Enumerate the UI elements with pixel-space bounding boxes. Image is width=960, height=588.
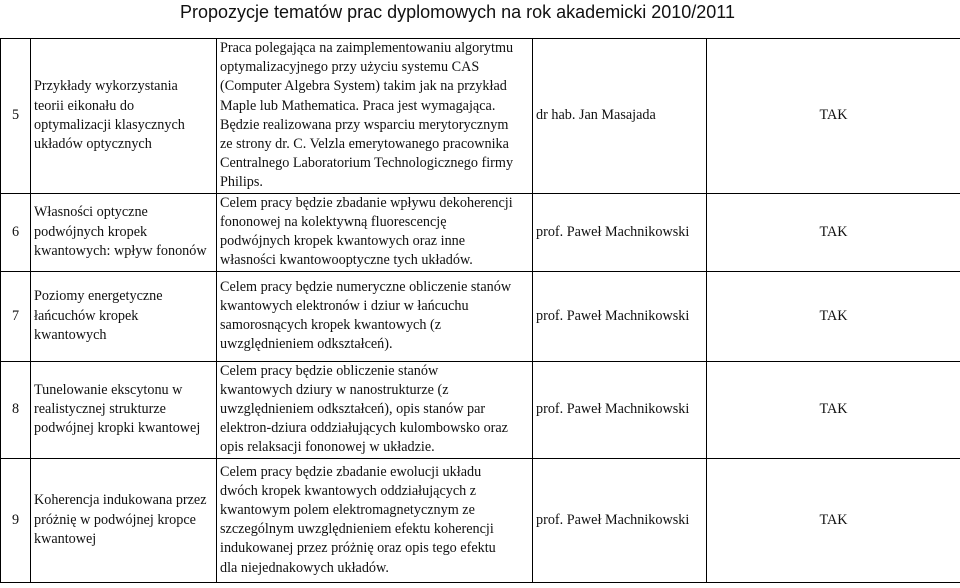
description-cell <box>217 39 533 194</box>
description-line: kwantowym polem elektromagnetycznym ze <box>220 501 475 518</box>
table-row <box>1 39 960 194</box>
topic-line: układów optycznych <box>34 136 152 153</box>
supervisor-cell: prof. Paweł Machnikowski <box>533 271 707 361</box>
status-cell: TAK <box>707 361 960 458</box>
topics-table <box>0 38 960 583</box>
status-cell: TAK <box>707 193 960 271</box>
topic-line: kwantowej <box>34 530 97 547</box>
row-number: 7 <box>1 271 31 361</box>
description-line: Celem pracy będzie numeryczne obliczenie stanów <box>220 278 512 295</box>
page-title: Propozycje tematów prac dyplomowych na rok akademicki 2010/2011 <box>180 2 735 22</box>
description-line: dwóch kropek kwantowych oddziałujących z <box>220 482 477 499</box>
row-number: 8 <box>1 361 31 458</box>
description-line: Będzie realizowana przy wsparciu merytorycznym <box>220 116 509 133</box>
description-line: Centralnego Laboratorium Technologicznego firmy <box>220 155 514 172</box>
topic-cell <box>31 271 217 361</box>
description-line: opis relaksacji fononowej w układzie. <box>220 439 435 456</box>
status-cell: TAK <box>707 458 960 582</box>
description-line: Praca polegająca na zaimplementowaniu algorytmu <box>220 40 514 56</box>
description-cell <box>217 193 533 271</box>
topic-line: podwójnych kropek <box>34 223 148 240</box>
topic-cell <box>31 361 217 458</box>
description-cell <box>217 458 533 582</box>
description-line: Maple lub Mathematica. Praca jest wymagająca. <box>220 97 496 114</box>
row-number: 6 <box>1 193 31 271</box>
supervisor-cell: prof. Paweł Machnikowski <box>533 361 707 458</box>
topic-line: realistycznej strukturze <box>34 401 166 418</box>
table-row <box>1 458 960 582</box>
description-line: Celem pracy będzie zbadanie ewolucji układu <box>220 463 482 480</box>
status-cell: TAK <box>707 39 960 194</box>
supervisor-cell: prof. Paweł Machnikowski <box>533 458 707 582</box>
supervisor-cell: dr hab. Jan Masajada <box>533 39 707 194</box>
description-line: Celem pracy będzie zbadanie wpływu dekoherencji <box>220 194 513 211</box>
description-line: fononowej na kolektywną fluorescencję <box>220 213 447 230</box>
description-line: optymalizacyjnego przy użyciu systemu CAS <box>220 59 480 76</box>
row-number: 9 <box>1 458 31 582</box>
topic-line: łańcuchów kropek <box>34 307 139 324</box>
description-line: kwantowych elektronów i dziur w łańcuchu <box>220 297 469 314</box>
description-line: elektron-dziura oddziałujących kulombowsko oraz <box>220 420 508 437</box>
table-row <box>1 193 960 271</box>
description-line: uwzględnieniem odkształceń), opis stanów par <box>220 401 486 418</box>
description-line: szczególnym uwzględnieniem efektu koherencji <box>220 521 494 538</box>
topic-line: optymalizacji klasycznych <box>34 116 185 133</box>
table-row <box>1 361 960 458</box>
description-line: indukowanej przez próżnię oraz opis tego efektu <box>220 540 496 557</box>
description-cell <box>217 361 533 458</box>
topic-cell <box>31 193 217 271</box>
description-cell <box>217 271 533 361</box>
topic-line: Koherencja indukowana przez <box>34 492 207 509</box>
description-line: dla niejednakowych układów. <box>220 559 389 576</box>
description-line: (Computer Algebra System) takim jak na przykład <box>220 78 507 95</box>
topic-line: podwójnej kropki kwantowej <box>34 420 201 437</box>
description-line: ze strony dr. C. Velzla emerytowanego pracownika <box>220 136 509 153</box>
topic-line: Tunelowanie ekscytonu w <box>34 381 183 398</box>
topic-line: Własności optyczne <box>34 204 148 221</box>
topic-line: Poziomy energetyczne <box>34 288 163 305</box>
topic-line: próżnię w podwójnej kropce <box>34 511 196 528</box>
description-line: Philips. <box>220 174 263 191</box>
description-line: Celem pracy będzie obliczenie stanów <box>220 362 439 379</box>
row-number: 5 <box>1 39 31 194</box>
description-line: podwójnych kropek kwantowych oraz inne <box>220 233 466 250</box>
table-row <box>1 271 960 361</box>
description-line: samorosnących kropek kwantowych (z <box>220 317 442 334</box>
topic-cell <box>31 458 217 582</box>
topic-line: kwantowych: wpływ fononów <box>34 242 207 259</box>
topic-line: Przykłady wykorzystania <box>34 78 178 95</box>
supervisor-cell: prof. Paweł Machnikowski <box>533 193 707 271</box>
description-line: kwantowych dziury w nanostrukturze (z <box>220 381 449 398</box>
description-line: uwzględnieniem odkształceń). <box>220 336 393 353</box>
description-line: własności kwantowooptyczne tych układów. <box>220 252 473 269</box>
status-cell: TAK <box>707 271 960 361</box>
topic-cell <box>31 39 217 194</box>
topic-line: teorii eikonału do <box>34 97 135 114</box>
topic-line: kwantowych <box>34 326 107 343</box>
